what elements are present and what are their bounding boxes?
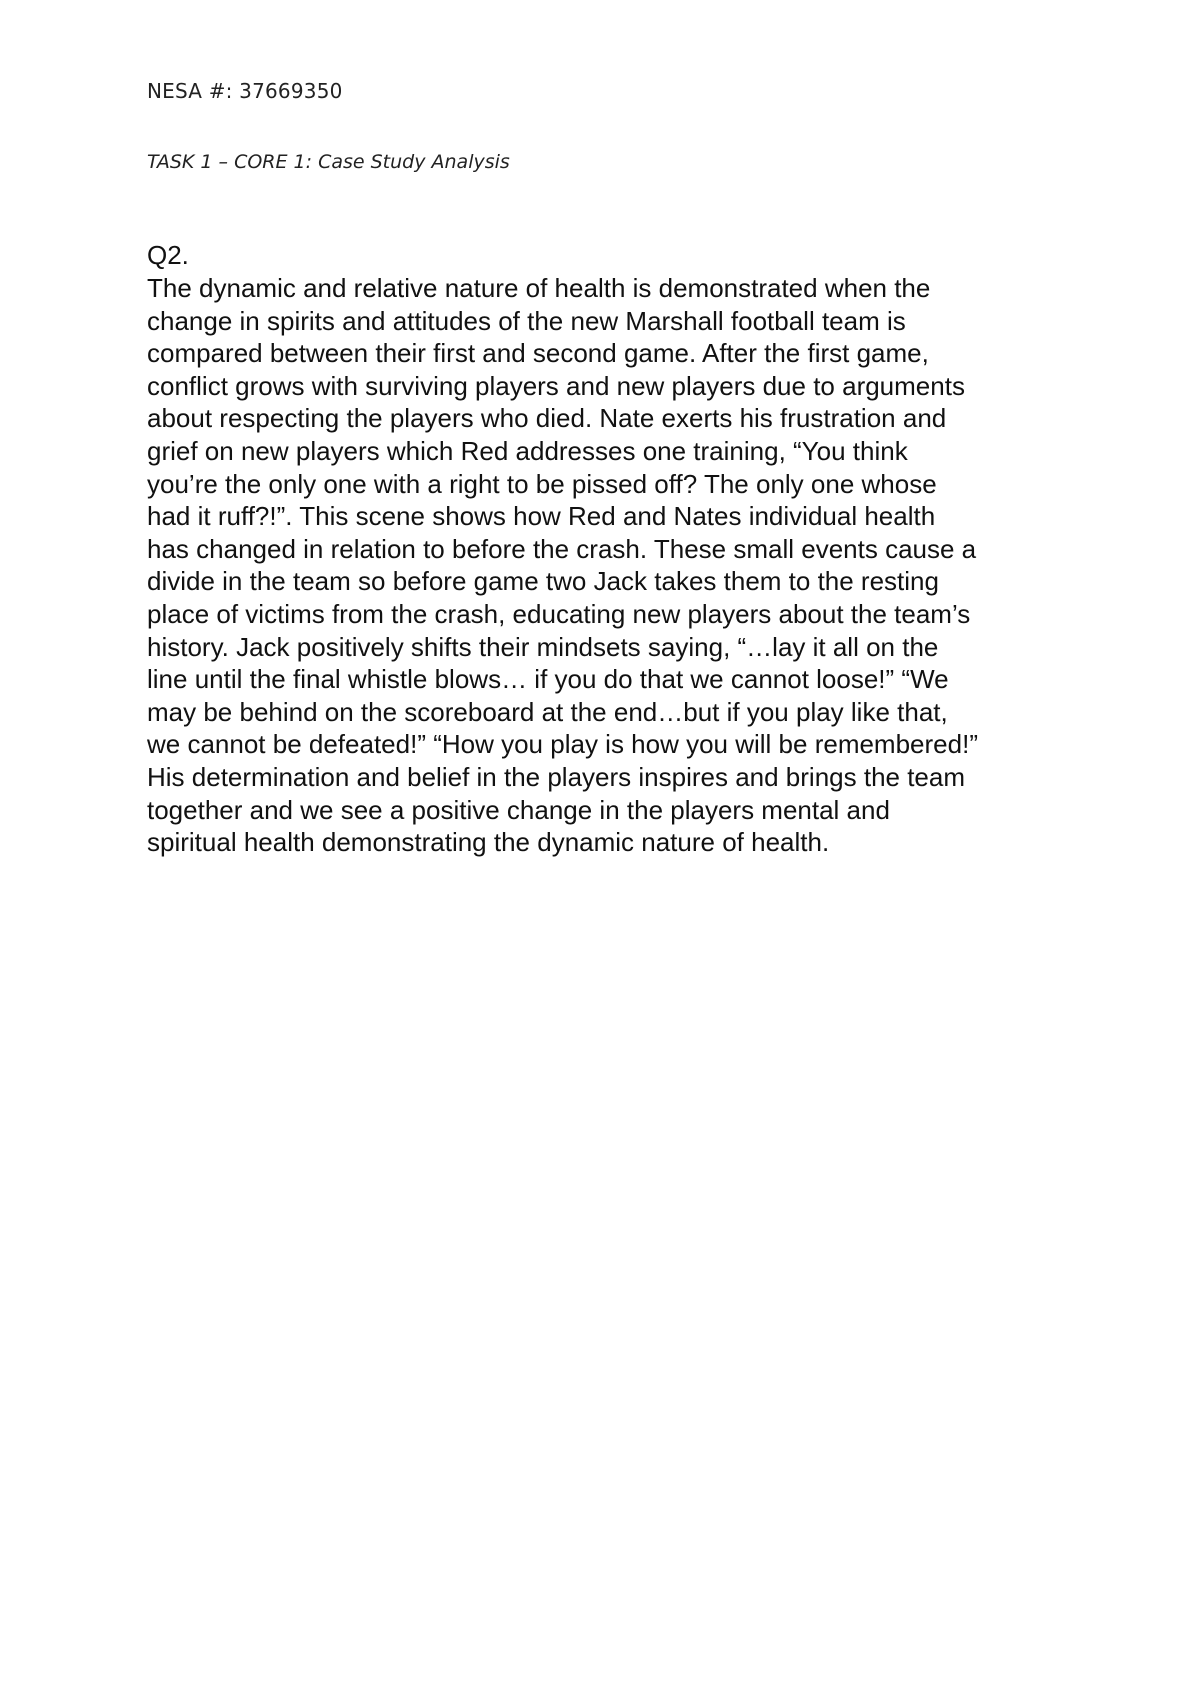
answer-line: spiritual health demonstrating the dynamic nature of health. (147, 827, 830, 858)
answer-line: grief on new players which Red addresses one training, “You think (147, 435, 908, 466)
answer-line: change in spirits and attitudes of the new Marshall football team is (147, 305, 906, 336)
answer-line: together and we see a positive change in the players mental and (147, 794, 890, 825)
nesa-number: NESA #: 37669350 (147, 79, 343, 103)
answer-line: line until the final whistle blows… if you do that we cannot loose!” “We (147, 664, 949, 695)
answer-line: has changed in relation to before the crash. These small events cause a (147, 533, 977, 564)
answer-paragraph (147, 272, 1067, 859)
answer-line: compared between their first and second game. After the first game, (147, 338, 929, 369)
question-label: Q2. (147, 240, 189, 270)
answer-line: His determination and belief in the players inspires and brings the team (147, 761, 966, 792)
task-title: TASK 1 – CORE 1: Case Study Analysis (147, 151, 510, 173)
answer-line: had it ruff?!”. This scene shows how Red and Nates individual health (147, 501, 936, 532)
answer-line: we cannot be defeated!” “How you play is how you will be remembered!” (147, 729, 978, 760)
answer-line: history. Jack positively shifts their mindsets saying, “…lay it all on the (147, 631, 939, 662)
answer-line: place of victims from the crash, educating new players about the team’s (147, 598, 971, 629)
answer-line: The dynamic and relative nature of health is demonstrated when the (147, 273, 931, 303)
answer-line: about respecting the players who died. Nate exerts his frustration and (147, 403, 947, 434)
answer-line: you’re the only one with a right to be pissed off? The only one whose (147, 468, 937, 499)
answer-line: divide in the team so before game two Jack takes them to the resting (147, 566, 939, 597)
answer-line: may be behind on the scoreboard at the end…but if you play like that, (147, 696, 948, 727)
answer-line: conflict grows with surviving players and new players due to arguments (147, 370, 965, 401)
